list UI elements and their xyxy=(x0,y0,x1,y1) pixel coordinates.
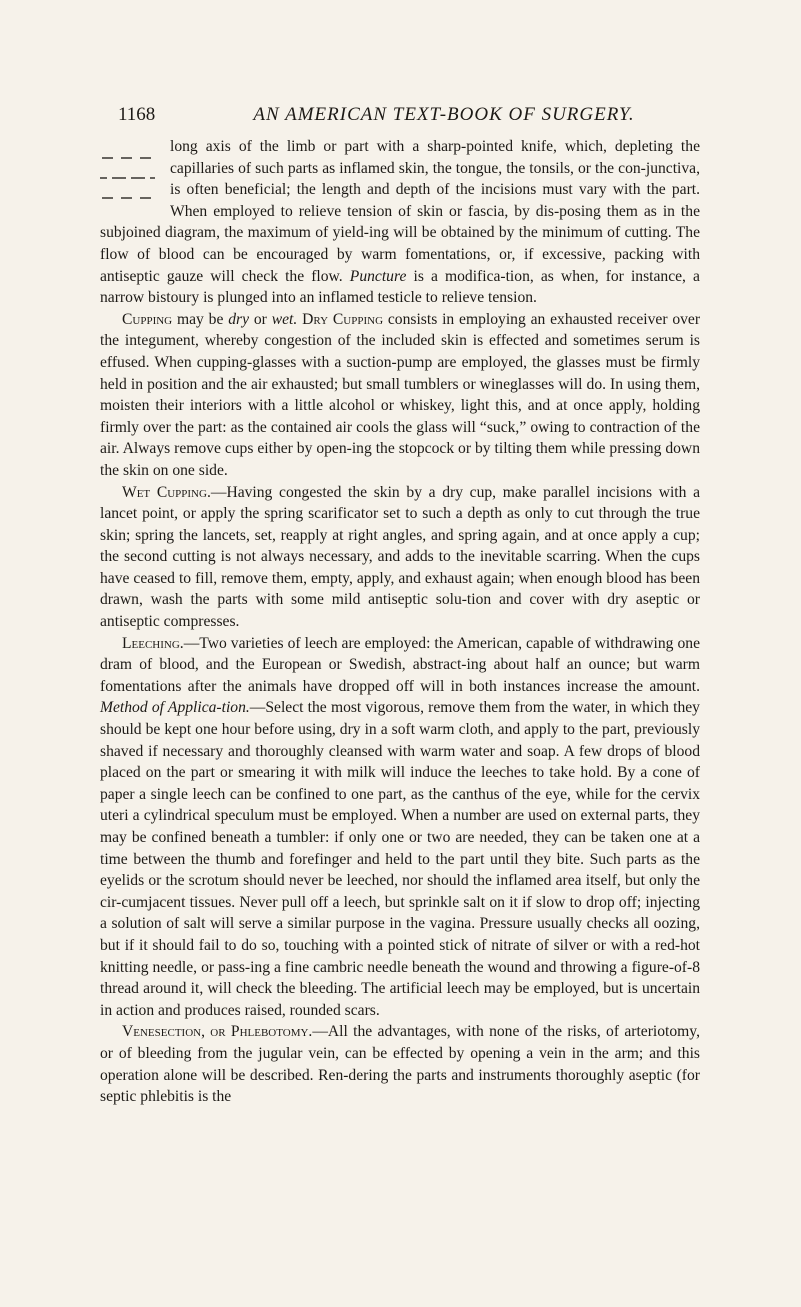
incision-diagram xyxy=(100,142,160,202)
staggered-incisions-diagram xyxy=(100,142,156,202)
running-title: AN AMERICAN TEXT-BOOK OF SURGERY. xyxy=(253,104,635,125)
paragraph-leeching: Leeching.—Two varieties of leech are employed: the American, capable of withdrawing one dram of blood, and the European or Swedish, abstract-ing about half an ounce; but warm fomentations after the animals have dropped off will in both instances increase the amount. Method of Applica-tion.—Select the most vigorous, remove them from the water, in which they should be kept one hour before using, dry in a soft warm cloth, and apply to the part, previously shaved if necessary and thoroughly cleansed with warm water and soap. A few drops of blood placed on the part or smearing it with milk will induce the leeches to take hold. By a cone of paper a single leech can be confined to one part, as the canthus of the eye, while for the cervix uteri a cylindrical speculum must be employed. When a number are used on external parts, they may be confined beneath a tumbler: if only one or two are needed, they can be taken one at a time between the thumb and forefinger and held to the part until they bite. Such parts as the eyelids or the scrotum should never be leeched, nor should the inflamed area itself, but only the cir-cumjacent tissues. Never pull off a leech, but sprinkle salt on it if slow to drop off; injecting a solution of salt will serve a similar purpose in the vagina. Pressure usually checks all oozing, but if it should fail to do so, touching with a pointed stick of nitrate of silver or with a red-hot knitting needle, or pass-ing a fine cambric needle beneath the wound and throwing a figure-of-8 thread around it, will check the bleeding. The artificial leech may be employed, but is uncertain in action and produces raised, rounded scars. xyxy=(100,634,700,1019)
paragraph-cupping: Cupping may be dry or wet. Dry Cupping consists in employing an exhausted receiver over the integument, whereby congestion of the included skin is effected and sometimes serum is effused. When cupping-glasses with a suction-pump are employed, the glasses must be firmly held in position and the air exhausted; but small tumblers or wineglasses will do. In using them, moisten their interiors with a little alcohol or whiskey, light this, and at once apply, holding firmly over the part: as the contained air cools the glass will “suck,” owing to contraction of the air. Always remove cups either by open-ing the stopcock or by tilting them while pressing down the skin on one side. xyxy=(100,310,701,479)
page-number: 1168 xyxy=(118,104,156,125)
paragraph-venesection: Venesection, or Phlebotomy.—All the advantages, with none of the risks, of arteriotomy, or of bleeding from the jugular vein, can be effected by opening a vein in the arm; and this operation alone will be described. Ren-dering the parts and instruments thoroughly aseptic (for septic phlebitis is the xyxy=(100,1023,700,1106)
paragraph-incisions: long axis of the limb or part with a sharp-pointed knife, which, depleting the capillaries of such parts as inflamed skin, the tongue, the tonsils, or the con-junctiva, is often beneficial; the length and depth of the incisions must vary with the part. When employed to relieve tension of skin or fascia, by dis-posing them as in the subjoined diagram, the maximum of yield-ing will be obtained by the minimum of cutting. The flow of blood can be encouraged by warm fomentations, or, if excessive, packing with antiseptic gauze will check the flow. Puncture is a modifica-tion, as when, for instance, a narrow bistoury is plunged into an inflamed testicle to relieve tension. xyxy=(100,138,700,307)
paragraph-wet-cupping: Wet Cupping.—Having congested the skin by a dry cup, make parallel incisions with a lancet point, or apply the spring scarificator set to such a depth as only to cut through the true skin; spring the lancets, set, reapply at right angles, and spring again, and at once apply a cup; the second cutting is not always necessary, and adds to the inevitable scarring. When the cups have ceased to fill, remove them, empty, apply, and exhaust again; when enough blood has been drawn, wash the parts with some mild antiseptic solu-tion and cover with dry aseptic or antiseptic compresses. xyxy=(100,483,700,631)
page-header xyxy=(108,100,708,126)
body-text xyxy=(100,136,700,1108)
